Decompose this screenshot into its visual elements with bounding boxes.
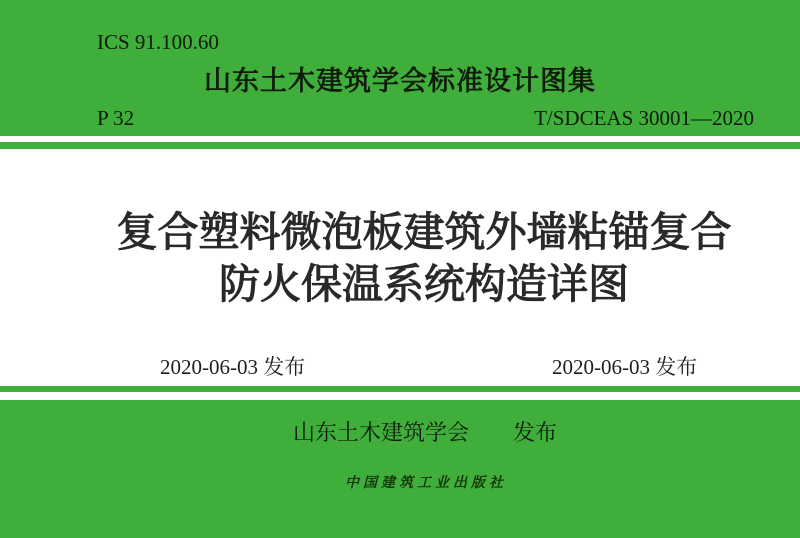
publisher-imprint: 中国建筑工业出版社 xyxy=(345,476,507,491)
ics-code: ICS 91.100.60 xyxy=(97,30,219,54)
divider-line-bottom xyxy=(0,386,800,392)
standard-number: T/SDCEAS 30001—2020 xyxy=(534,106,754,130)
main-title-line1: 复合塑料微泡板建筑外墙粘锚复合 xyxy=(116,209,732,255)
issue-label: 发布 xyxy=(513,420,558,445)
issue-date-left: 2020-06-03 发布 xyxy=(160,355,306,379)
divider-line-top xyxy=(0,142,800,149)
society-title: 山东土木建筑学会标准设计图集 xyxy=(204,66,596,96)
main-title-line2: 防火保温系统构造详图 xyxy=(219,261,629,307)
issuer-name: 山东土木建筑学会 xyxy=(292,420,469,445)
issuer-row xyxy=(25,416,800,447)
issue-date-right: 2020-06-03 发布 xyxy=(552,355,698,379)
document-class-code: P 32 xyxy=(97,106,135,130)
